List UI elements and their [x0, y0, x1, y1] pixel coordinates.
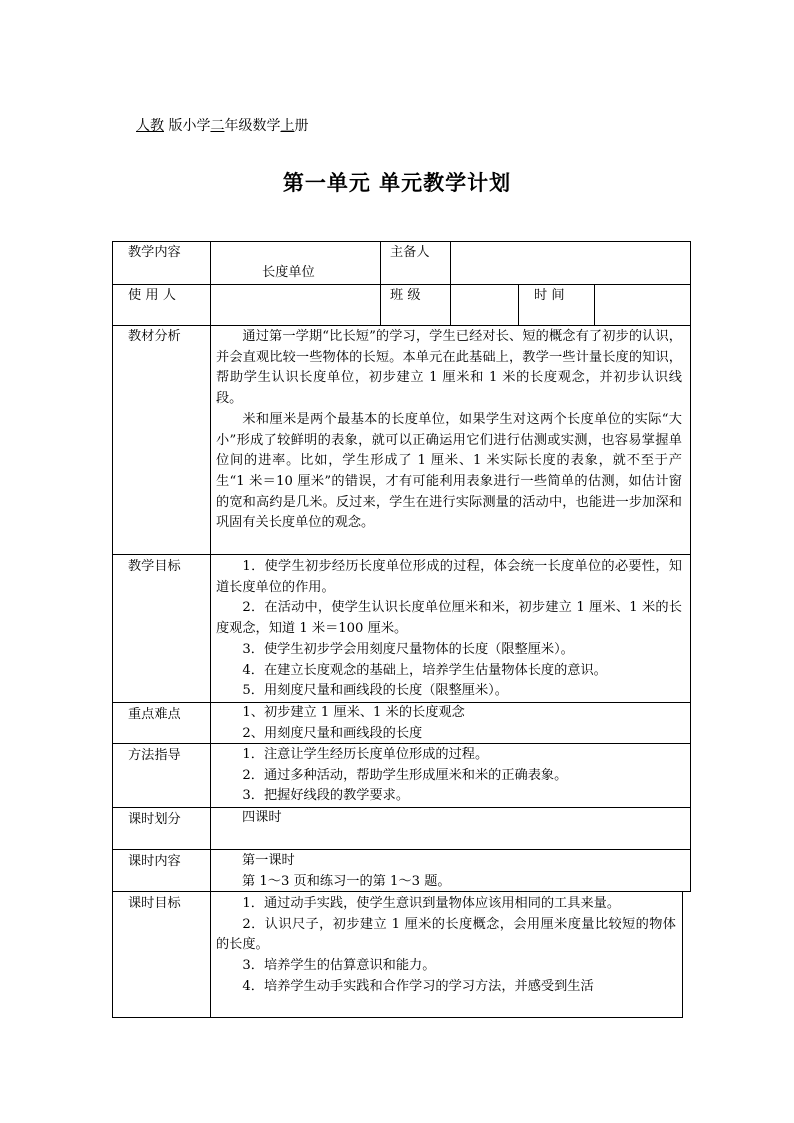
key-point-item: 2、用刻度尺量和画线段的长度	[242, 725, 423, 741]
label-class: 班 级	[390, 288, 421, 303]
goal-item: 5．用刻度尺量和画线段的长度（限整厘米）。	[242, 683, 508, 699]
method-guidance-list	[216, 745, 682, 807]
label-preparer: 主备人	[390, 245, 430, 260]
document-subtitle	[136, 117, 308, 135]
lesson-goal-item: 3．培养学生的估算意识和能力。	[242, 958, 436, 974]
cell-divider	[210, 284, 211, 326]
analysis-paragraph: 通过第一学期“比长短”的学习，学生已经对长、短的概念有了初步的认识，并会直观比较一些物体的长短。本单元在此基础上，教学一些计量长度的知识，帮助学生认识长度单位，初步建立 1 厘米和 1 米的长度观念，并初步认识线段。	[216, 329, 682, 407]
subtitle-edition: 版小学	[164, 118, 211, 134]
row-divider	[112, 554, 691, 555]
goal-item: 2．在活动中，使学生认识长度单位厘米和米，初步建立 1 厘米、1 米的长度观念，知道 1 米＝100 厘米。	[216, 600, 682, 637]
key-point-item: 1、初步建立 1 厘米、1 米的长度观念	[242, 705, 465, 720]
label-teaching-content: 教学内容	[128, 245, 181, 260]
cell-divider	[450, 241, 451, 285]
lesson-goal-item: 1．通过动手实践，使学生意识到量物体应该用相同的工具来量。	[242, 896, 621, 911]
subtitle-subject: 年级数学	[224, 118, 281, 134]
analysis-paragraph: 米和厘米是两个最基本的长度单位，如果学生对这两个长度单位的实际“大小”形成了较鲜明的表象，就可以正确运用它们进行估测或实测，也容易掌握单位间的进率。比如，学生形成了 1 厘米、1 米实际长度的表象，就不至于产生“1 米＝10 厘米”的错误，才有可能利用表象进行一些简单的估测，如估计窗的宽和高约是几米。反过来，学生在进行实际测量的活动中，也能进一步加深和巩固有关长度单位的观念。	[216, 411, 682, 531]
goal-item: 4．在建立长度观念的基础上，培养学生估量物体长度的意识。	[242, 662, 607, 678]
label-material-analysis: 教材分析	[128, 329, 181, 344]
subtitle-grade: 二	[210, 118, 225, 134]
cell-divider	[518, 284, 519, 326]
lesson-content-line: 第 1～3 页和练习一的第 1～3 题。	[242, 873, 451, 889]
subtitle-volume: 上	[280, 118, 295, 134]
lesson-goal-item: 2．认识尺子，初步建立 1 厘米的长度概念，会用厘米度量比较短的物体的长度。	[216, 916, 676, 953]
material-analysis-text	[216, 327, 682, 534]
cell-divider	[380, 241, 381, 285]
teaching-goals-list	[216, 557, 682, 702]
cell-divider	[450, 284, 451, 326]
method-item: 2．通过多种活动，帮助学生形成厘米和米的正确表象。	[242, 767, 568, 783]
label-key-points: 重点难点	[128, 707, 181, 722]
method-item: 3．把握好线段的教学要求。	[242, 788, 410, 804]
label-lesson-goals: 课时目标	[128, 896, 181, 911]
method-item: 1．注意让学生经历长度单位形成的过程。	[242, 747, 489, 762]
subtitle-publisher: 人教	[136, 118, 164, 134]
goal-item: 3．使学生初步学会用刻度尺量物体的长度（限整厘米）。	[242, 641, 574, 657]
key-points-list	[216, 703, 682, 744]
value-lesson-division: 四课时	[242, 810, 282, 825]
lesson-goals-list	[216, 894, 676, 998]
label-method-guidance: 方法指导	[128, 748, 181, 763]
value-teaching-content: 长度单位	[262, 265, 315, 280]
label-lesson-division: 课时划分	[128, 812, 181, 827]
lesson-content-line: 第一课时	[242, 853, 295, 868]
cell-divider	[594, 284, 595, 326]
goal-item: 1．使学生初步经历长度单位形成的过程，体会统一长度单位的必要性，知道长度单位的作用。	[216, 559, 682, 595]
lesson-content-text	[242, 851, 682, 892]
label-time: 时 间	[534, 288, 565, 303]
lesson-goal-item: 4．培养学生动手实践和合作学习的学习方法，并感受到生活	[242, 978, 594, 994]
label-column-divider	[210, 891, 211, 1018]
row-divider	[112, 807, 691, 808]
row-divider	[112, 849, 691, 850]
label-teaching-goals: 教学目标	[128, 559, 181, 574]
cell-divider	[380, 284, 381, 326]
label-user: 使 用 人	[128, 288, 176, 303]
subtitle-book: 册	[294, 118, 309, 134]
page-title: 第一单元 单元教学计划	[282, 171, 512, 195]
label-lesson-content: 课时内容	[128, 854, 181, 869]
